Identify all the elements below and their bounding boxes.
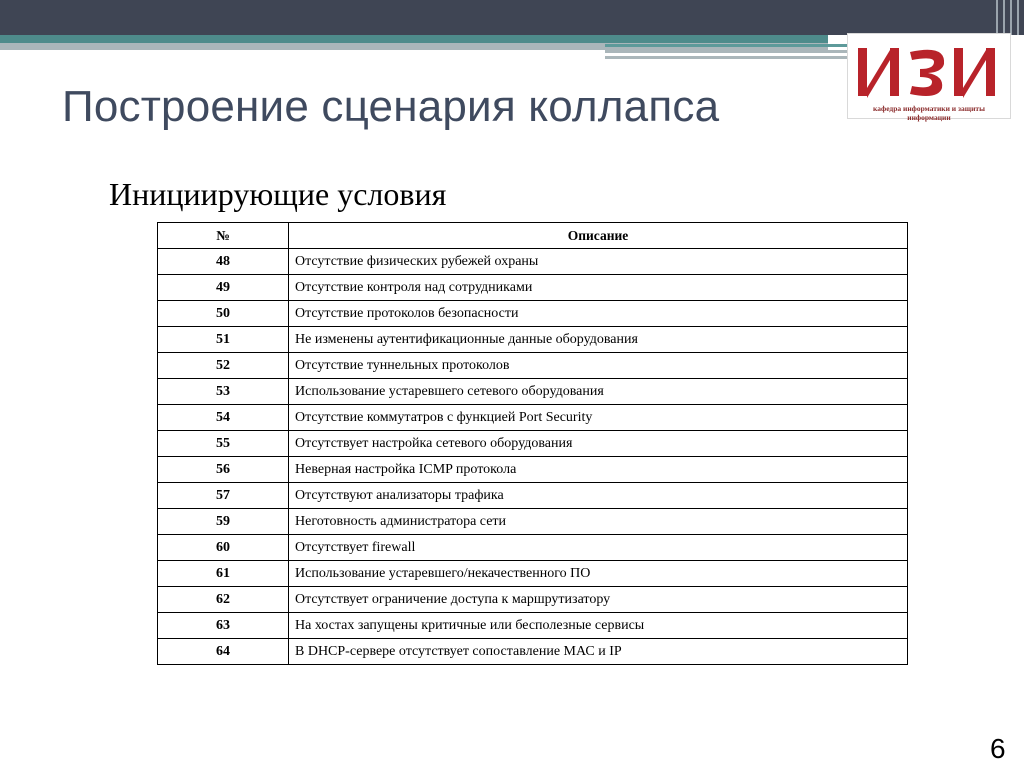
izi-logo-mark xyxy=(854,40,1004,102)
row-description: Отсутствует ограничение доступа к маршрутизатору xyxy=(289,587,908,613)
row-description: Отсутствует настройка сетевого оборудования xyxy=(289,431,908,457)
row-description: Неверная настройка ICMP протокола xyxy=(289,457,908,483)
table-row xyxy=(158,405,908,431)
header-description: Описание xyxy=(289,223,908,249)
table-row xyxy=(158,275,908,301)
row-description: Не изменены аутентификационные данные оборудования xyxy=(289,327,908,353)
logo-caption: кафедра информатики и защиты информации xyxy=(873,104,985,122)
table-row xyxy=(158,353,908,379)
row-description: Отсутствует firewall xyxy=(289,535,908,561)
conditions-table xyxy=(157,222,908,665)
teal-accent-line xyxy=(0,35,828,43)
table-row xyxy=(158,379,908,405)
row-number: 53 xyxy=(158,379,289,405)
table-header-row xyxy=(158,223,908,249)
row-number: 60 xyxy=(158,535,289,561)
table-row xyxy=(158,483,908,509)
row-number: 59 xyxy=(158,509,289,535)
department-logo xyxy=(847,33,1011,122)
table-row xyxy=(158,301,908,327)
corner-stripes xyxy=(994,0,1024,35)
row-number: 61 xyxy=(158,561,289,587)
row-number: 57 xyxy=(158,483,289,509)
header-number: № xyxy=(158,223,289,249)
row-description: Использование устаревшего сетевого оборудования xyxy=(289,379,908,405)
row-description: Отсутствие физических рубежей охраны xyxy=(289,249,908,275)
table-row xyxy=(158,509,908,535)
table-row xyxy=(158,561,908,587)
row-number: 50 xyxy=(158,301,289,327)
row-description: Отсутствие контроля над сотрудниками xyxy=(289,275,908,301)
row-description: Отсутствуют анализаторы трафика xyxy=(289,483,908,509)
table-row xyxy=(158,249,908,275)
row-number: 48 xyxy=(158,249,289,275)
row-number: 55 xyxy=(158,431,289,457)
row-description: Неготовность администратора сети xyxy=(289,509,908,535)
row-description: Отсутствие коммутатров с функцией Port Security xyxy=(289,405,908,431)
table-row xyxy=(158,457,908,483)
table-row xyxy=(158,431,908,457)
row-number: 51 xyxy=(158,327,289,353)
row-description: Отсутствие туннельных протоколов xyxy=(289,353,908,379)
row-description: В DHCP-сервере отсутствует сопоставление МАС и IP xyxy=(289,639,908,665)
slide-subtitle: Инициирующие условия xyxy=(109,176,447,212)
row-number: 64 xyxy=(158,639,289,665)
header-decoration-bars xyxy=(605,44,847,62)
row-description: Отсутствие протоколов безопасности xyxy=(289,301,908,327)
table-row xyxy=(158,613,908,639)
row-description: Использование устаревшего/некачественного ПО xyxy=(289,561,908,587)
row-number: 52 xyxy=(158,353,289,379)
slide-title: Построение сценария коллапса xyxy=(62,82,720,131)
page-number: 6 xyxy=(990,733,1006,764)
row-number: 63 xyxy=(158,613,289,639)
table-row xyxy=(158,327,908,353)
table-row xyxy=(158,639,908,665)
row-description: На хостах запущены критичные или бесполезные сервисы xyxy=(289,613,908,639)
row-number: 49 xyxy=(158,275,289,301)
row-number: 62 xyxy=(158,587,289,613)
row-number: 54 xyxy=(158,405,289,431)
row-number: 56 xyxy=(158,457,289,483)
table-row xyxy=(158,535,908,561)
table-row xyxy=(158,587,908,613)
top-band xyxy=(0,0,1024,35)
